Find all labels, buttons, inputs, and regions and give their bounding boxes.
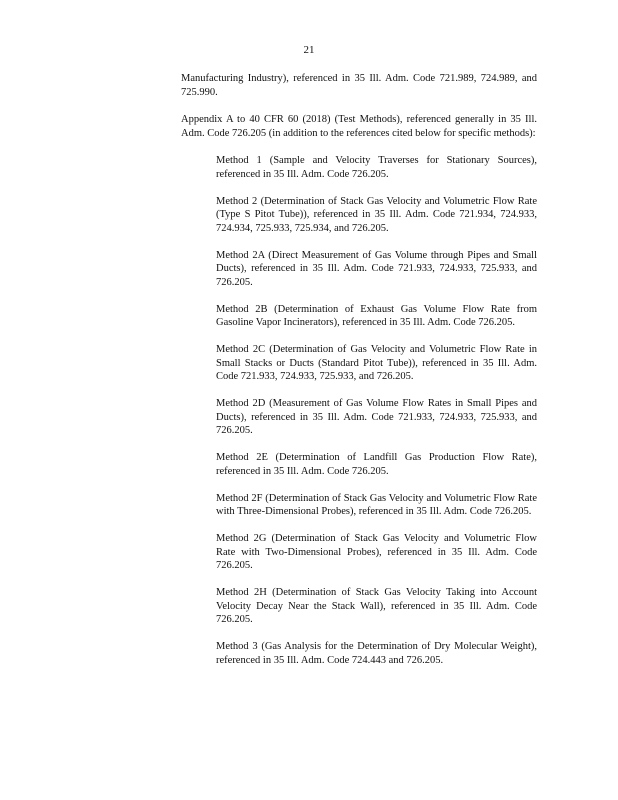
method-2g: Method 2G (Determination of Stack Gas Velocity and Volumetric Flow Rate with Two-Dimensional Probes), referenced in 35 Ill. Adm. Code 726.205. — [216, 533, 537, 571]
method-2a: Method 2A (Direct Measurement of Gas Volume through Pipes and Small Ducts), referenced in 35 Ill. Adm. Code 721.933, 724.933, 725.933, and 726.205. — [216, 249, 537, 288]
method-2b: Method 2B (Determination of Exhaust Gas Volume Flow Rate from Gasoline Vapor Incinerators), referenced in 35 Ill. Adm. Code 726.205. — [216, 303, 537, 328]
method-2: Method 2 (Determination of Stack Gas Velocity and Volumetric Flow Rate (Type S Pitot Tube)), referenced in 35 Ill. Adm. Code 721.934, 724.933, 724.934, 725.933, 725.934, and 726.205. — [216, 195, 537, 234]
paragraph-appendix-a: Appendix A to 40 CFR 60 (2018) (Test Methods), referenced generally in 35 Ill. Adm. Code 726.205 (in addition to the references cited below for specific methods): — [181, 114, 537, 139]
method-2e: Method 2E (Determination of Landfill Gas Production Flow Rate), referenced in 35 Ill. Adm. Code 726.205. — [216, 452, 537, 477]
document-body — [181, 72, 537, 681]
method-2f: Method 2F (Determination of Stack Gas Velocity and Volumetric Flow Rate with Three-Dimensional Probes), referenced in 35 Ill. Adm. Code 726.205. — [216, 492, 537, 517]
method-2h: Method 2H (Determination of Stack Gas Velocity Taking into Account Velocity Decay Near the Stack Wall), referenced in 35 Ill. Adm. Code 726.205. — [216, 587, 537, 625]
page-number: 21 — [303, 44, 315, 56]
method-1: Method 1 (Sample and Velocity Traverses for Stationary Sources), referenced in 35 Ill. Adm. Code 726.205. — [216, 155, 537, 180]
method-2d: Method 2D (Measurement of Gas Volume Flow Rates in Small Pipes and Ducts), referenced in 35 Ill. Adm. Code 721.933, 724.933, 725.933, and 726.205. — [216, 398, 537, 436]
method-list — [181, 154, 537, 667]
method-3: Method 3 (Gas Analysis for the Determination of Dry Molecular Weight), referenced in 35 Ill. Adm. Code 724.443 and 726.205. — [216, 641, 537, 666]
paragraph-manufacturing-industry: Manufacturing Industry), referenced in 35 Ill. Adm. Code 721.989, 724.989, and 725.990. — [181, 73, 537, 98]
method-2c: Method 2C (Determination of Gas Velocity and Volumetric Flow Rate in Small Stacks or Ducts (Standard Pitot Tube)), referenced in 35 Ill. Adm. Code 721.933, 724.933, 725.933, and 726.205. — [216, 344, 537, 382]
